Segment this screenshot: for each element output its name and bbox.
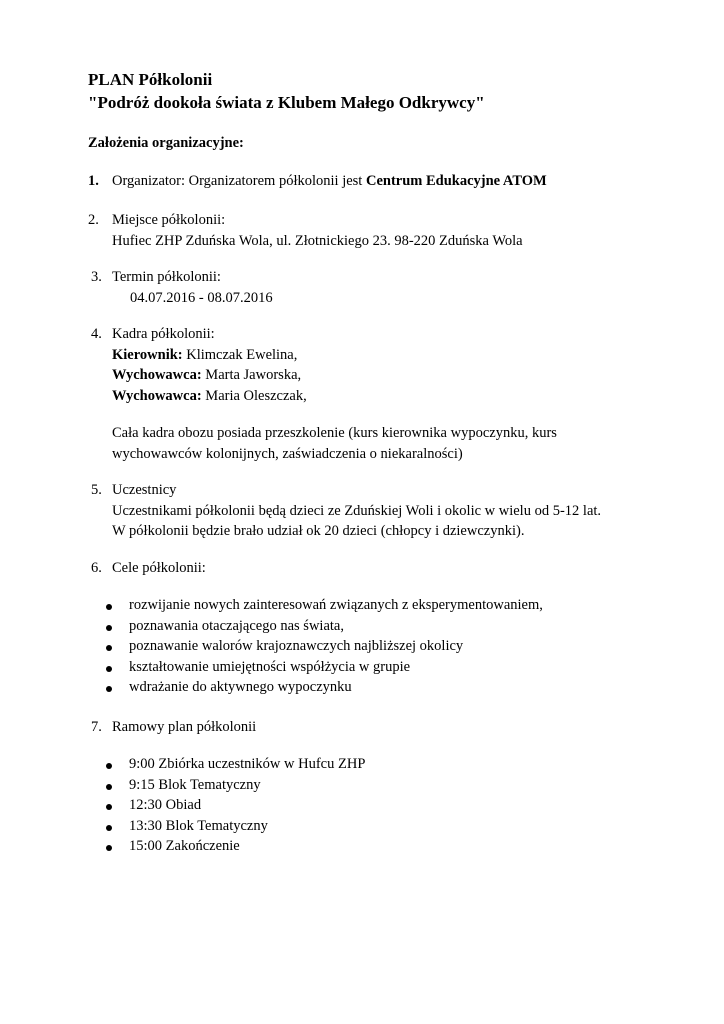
title-line-2: "Podróż dookoła świata z Klubem Małego Odkrywcy" — [88, 93, 485, 112]
staff-member — [112, 345, 297, 366]
bullet-icon — [106, 625, 112, 631]
bullet-icon — [106, 604, 112, 610]
section-number: 4. — [91, 326, 102, 342]
staff-label: Kadra półkolonii: — [112, 326, 215, 342]
list-item-text: kształtowanie umiejętności współżycia w grupie — [129, 658, 411, 675]
subheading: Założenia organizacyjne: — [88, 135, 244, 151]
participants-label: Uczestnicy — [112, 482, 177, 498]
dates-value: 04.07.2016 - 08.07.2016 — [130, 289, 273, 306]
list-item-text: 9:00 Zbiórka uczestników w Hufcu ZHP — [129, 756, 366, 772]
section-number: 5. — [91, 482, 102, 498]
title-line-1: PLAN Półkolonii — [88, 70, 213, 89]
list-item-text: poznawania otaczającego nas świata, — [129, 617, 344, 634]
organizer-prefix: Organizator: Organizatorem półkolonii jest — [112, 173, 366, 189]
list-item-text: 12:30 Obiad — [129, 797, 202, 813]
staff-member — [112, 386, 307, 407]
list-item-text: poznawanie walorów krajoznawczych najbliższej okolicy — [129, 638, 464, 654]
bullet-icon — [106, 686, 112, 692]
participants-line-2: W półkolonii będzie brało udział ok 20 dzieci (chłopcy i dziewczynki). — [112, 523, 525, 539]
document-title — [88, 68, 485, 114]
schedule-label: Ramowy plan półkolonii — [112, 719, 257, 735]
dates-label: Termin półkolonii: — [112, 269, 221, 285]
location-address: Hufiec ZHP Zduńska Wola, ul. Złotnickiego 23. 98-220 Zduńska Wola — [112, 232, 523, 249]
staff-note-line-2: wychowawców kolonijnych, zaświadczenia o niekaralności) — [112, 445, 463, 462]
location-label: Miejsce półkolonii: — [112, 212, 226, 228]
staff-role: Kierownik: — [112, 346, 183, 363]
bullet-icon — [106, 666, 112, 672]
list-item-text: 13:30 Blok Tematyczny — [129, 817, 268, 834]
list-item-text: wdrażanie do aktywnego wypoczynku — [129, 679, 352, 695]
staff-name: Marta Jaworska, — [201, 367, 302, 383]
bullet-icon — [106, 845, 112, 851]
section-number: 1. — [88, 173, 99, 189]
staff-role: Wychowawca: — [112, 367, 202, 383]
staff-name: Klimczak Ewelina, — [182, 346, 298, 363]
staff-name: Maria Oleszczak, — [201, 387, 307, 404]
list-item-text: 9:15 Blok Tematyczny — [129, 776, 261, 793]
section-number: 3. — [91, 269, 102, 285]
goals-label: Cele półkolonii: — [112, 560, 206, 576]
section-number: 6. — [91, 560, 102, 576]
bullet-icon — [106, 645, 112, 651]
bullet-icon — [106, 804, 112, 810]
list-item-text: rozwijanie nowych zainteresowań związanych z eksperymentowaniem, — [129, 597, 543, 613]
staff-note-line-1: Cała kadra obozu posiada przeszkolenie (kurs kierownika wypoczynku, kurs — [112, 425, 557, 441]
bullet-icon — [106, 763, 112, 769]
list-item-text: 15:00 Zakończenie — [129, 838, 240, 854]
bullet-icon — [106, 825, 112, 831]
participants-line-1: Uczestnikami półkolonii będą dzieci ze Zduńskiej Woli i okolic w wielu od 5-12 lat. — [112, 502, 602, 519]
staff-member — [112, 365, 301, 386]
section-number: 7. — [91, 719, 102, 735]
organizer-text — [112, 171, 547, 192]
organizer-name: Centrum Edukacyjne ATOM — [365, 173, 547, 189]
staff-role: Wychowawca: — [112, 387, 202, 404]
bullet-icon — [106, 784, 112, 790]
section-number: 2. — [88, 212, 99, 228]
